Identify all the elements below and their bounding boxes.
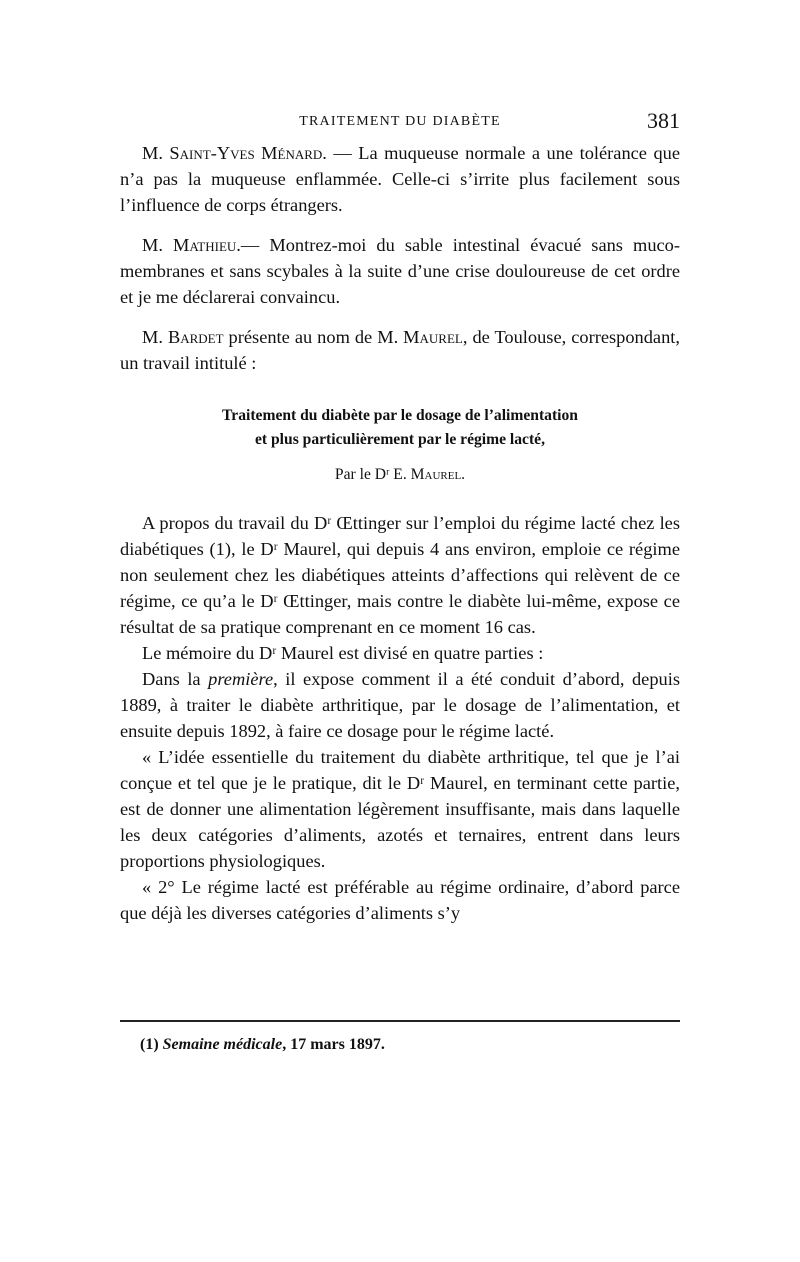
speaker-name: M. Mathieu. [142, 235, 241, 255]
paragraph-text: — Montrez-moi du sable intestinal évacué sans muco-membranes et sans scybales à la suite d’une crise douloureuse de cet ordre et je me déclarerai convaincu. [120, 235, 680, 307]
article-byline [120, 462, 680, 488]
article-title-line: et plus particulièrement par le régime lacté, [255, 431, 545, 448]
page [120, 108, 680, 926]
paragraph-premiere [120, 666, 680, 744]
paragraph-bardet [120, 324, 680, 376]
page-header [120, 108, 680, 140]
author-name: Bardet [167, 327, 224, 347]
text-span: présente au nom de M. [223, 327, 404, 347]
paragraph-text: — La muqueuse normale a une tolérance que n’a pas la muqueuse enflammée. Celle-ci s’irrite plus facilement sous l’influence de corps étrangers. [120, 143, 680, 215]
article-title [120, 404, 680, 452]
running-title: TRAITEMENT DU DIABÈTE [299, 114, 501, 129]
paragraph-quote-idee: « L’idée essentielle du traitement du diabète arthritique, tel que je l’ai conçue et tel que je le pratique, dit le Dʳ Maurel, en terminant cette partie, est de donner une alimentation légèrement insuffisante, mais dans laquelle les deux catégories d’aliments, azotés et ternaires, entrent dans leurs proportions physiologiques. [120, 747, 680, 871]
page-number: 381 [647, 108, 680, 133]
footnote-source: Semaine médicale [162, 1036, 283, 1053]
emphasis: première [208, 669, 274, 689]
footnote [140, 1036, 385, 1054]
paragraph-saint-yves-menard [120, 140, 680, 218]
paragraph-parts: Le mémoire du Dʳ Maurel est divisé en quatre parties : [142, 643, 544, 663]
text-span: , il expose comment il a été conduit d’abord, depuis 1889, à traiter le diabète arthritique, par le dosage de l’alimentation, et ensuite depuis 1892, à faire ce dosage pour le régime lacté. [120, 669, 681, 741]
byline-name: Maurel. [410, 466, 466, 483]
paragraph-intro: A propos du travail du Dʳ Œttinger sur l’emploi du régime lacté chez les diabétiques (1), le Dʳ Maurel, qui depuis 4 ans environ, emploie ce régime non seulement chez les diabétiques atteints d’affections qui relèvent de ce régime, ce qu’a le Dʳ Œttinger, mais contre le diabète lui-même, expose ce résultat de sa pratique comprenant en ce moment 16 cas. [120, 513, 680, 637]
speaker-name: M. Saint-Yves Ménard. [142, 143, 327, 163]
article-title-line: Traitement du diabète par le dosage de l’alimentation [222, 407, 578, 424]
text-span: M. [142, 327, 168, 347]
text-span: Dans la [142, 669, 209, 689]
text-span: , de Toulouse, correspondant, un travail intitulé : [120, 327, 680, 373]
author-name: Maurel [403, 327, 463, 347]
footnote-rule [120, 1020, 680, 1022]
paragraph-quote-regime: « 2° Le régime lacté est préférable au régime ordinaire, d’abord parce que déjà les diverses catégories d’aliments s’y [120, 877, 680, 923]
byline-prefix: Par le Dʳ E. [334, 466, 411, 483]
footnote-marker: (1) [140, 1036, 163, 1053]
paragraph-mathieu [120, 232, 680, 310]
footnote-text: , 17 mars 1897. [282, 1036, 385, 1053]
